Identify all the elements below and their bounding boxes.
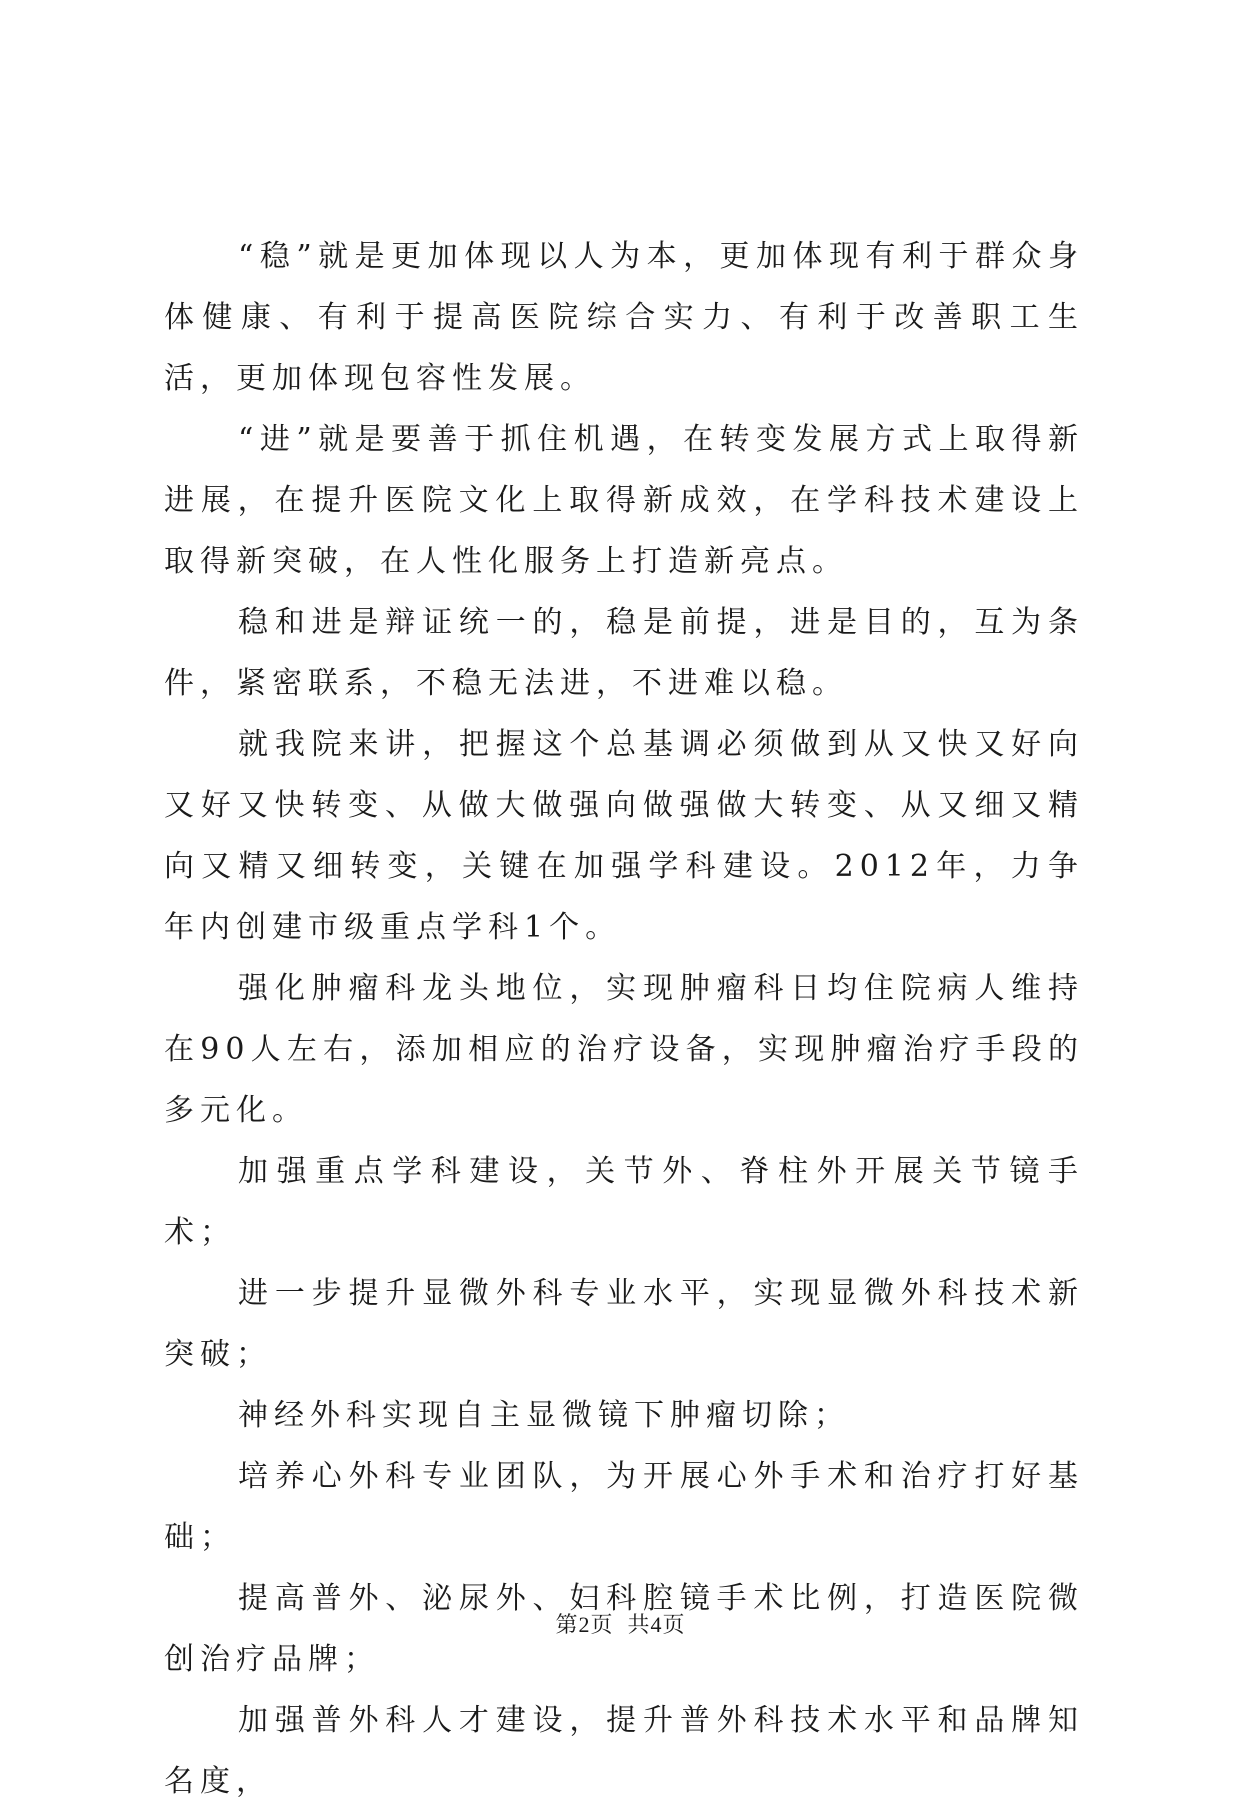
paragraph-hospital-keynote: 就我院来讲，把握这个总基调必须做到从又快又好向又好又快转变、从做大做强向做强做大转变、从又细又精向又精又细转变，关键在加强学科建设。2012年，力争年内创建市级重点学科1个。 — [164, 727, 1084, 945]
paragraph-dialectic: 稳和进是辩证统一的，稳是前提，进是目的，互为条件，紧密联系，不稳无法进，不进难以稳。 — [164, 605, 1084, 701]
paragraph-wen: “稳”就是更加体现以人为本，更加体现有利于群众身体健康、有利于提高医院综合实力、有利于改善职工生活，更加体现包容性发展。 — [164, 239, 1084, 396]
paragraph-microsurgery: 进一步提升显微外科专业水平，实现显微外科技术新突破； — [164, 1276, 1084, 1372]
page-total: 共4页 — [627, 1612, 686, 1637]
paragraph-cardiac-team: 培养心外科专业团队，为开展心外手术和治疗打好基础； — [164, 1459, 1084, 1555]
page-footer — [0, 1608, 1241, 1639]
paragraph-oncology: 强化肿瘤科龙头地位，实现肿瘤科日均住院病人维持在90人左右，添加相应的治疗设备，实现肿瘤治疗手段的多元化。 — [164, 971, 1084, 1128]
paragraph-general-surgery: 加强普外科人才建设，提升普外科技术水平和品牌知名度， — [164, 1703, 1084, 1799]
document-body — [164, 226, 1084, 1812]
paragraph-minimally-invasive: 提高普外、泌尿外、妇科腔镜手术比例，打造医院微创治疗品牌； — [164, 1581, 1084, 1677]
paragraph-jin: “进”就是要善于抓住机遇，在转变发展方式上取得新进展，在提升医院文化上取得新成效，在学科技术建设上取得新突破，在人性化服务上打造新亮点。 — [164, 422, 1084, 579]
paragraph-neurosurgery: 神经外科实现自主显微镜下肿瘤切除； — [238, 1398, 850, 1433]
page-number: 第2页 — [555, 1612, 614, 1637]
paragraph-key-discipline: 加强重点学科建设，关节外、脊柱外开展关节镜手术； — [164, 1154, 1084, 1250]
